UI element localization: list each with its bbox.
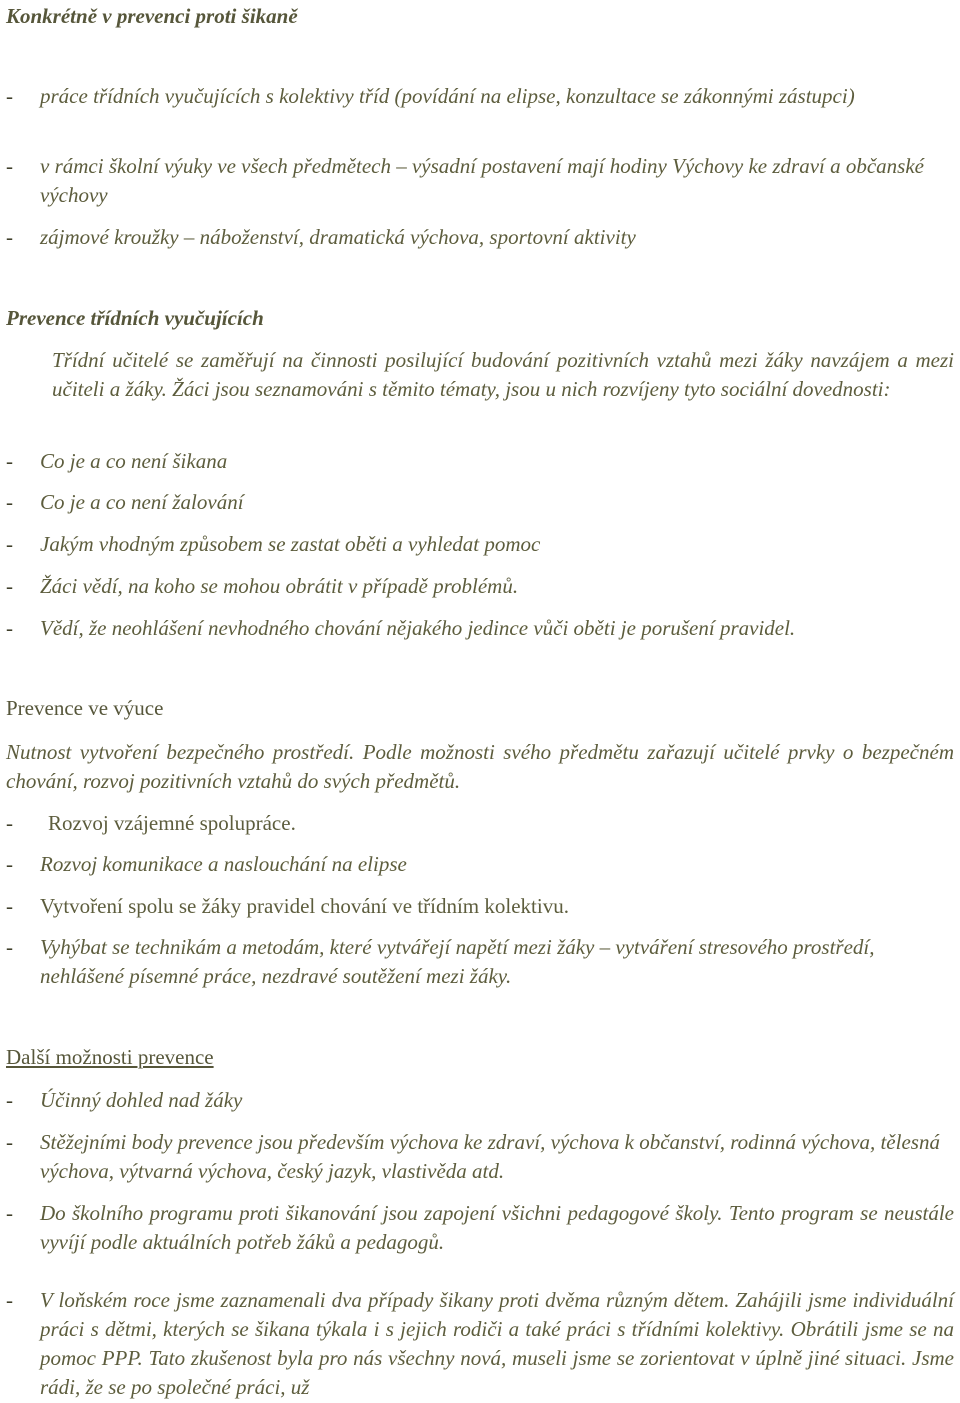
bullet-dash: - [6, 84, 13, 108]
list-item-text: Vědí, že neohlášení nevhodného chování nějakého jedince vůči oběti je porušení pravidel. [40, 616, 796, 640]
bullet-dash: - [6, 616, 13, 640]
list-item [6, 572, 954, 601]
list-item [6, 152, 954, 210]
list-item [6, 223, 954, 252]
list-item [6, 1286, 954, 1402]
list-item [6, 82, 954, 111]
list-item [6, 447, 954, 476]
list-item-text: v rámci školní výuky ve všech předmětech – výsadní postavení mají hodiny Výchovy ke zdraví a občanské výchovy [40, 154, 924, 207]
list-item-text: Vytvoření spolu se žáky pravidel chování ve třídním kolektivu. [40, 894, 569, 918]
bullet-dash: - [6, 811, 13, 835]
bullet-dash: - [6, 1201, 13, 1225]
bullet-dash: - [6, 894, 13, 918]
list-item [6, 933, 954, 991]
bullet-dash: - [6, 490, 13, 514]
list-item-text: Co je a co není žalování [40, 490, 244, 514]
list-item-text: V loňském roce jsme zaznamenali dva případy šikany proti dvěma různým dětem. Zahájili jsme individuální práci s dětmi, kterých se šikana týkala i s jejich rodiči a také práci s třídními kolektivy. Obrátili jsme se na pomoc PPP. Tato zkušenost byla pro nás všechny nová, museli jsme se zorientovat v úplně jiné situaci. Jsme rádi, že se po společné práci, už [40, 1288, 954, 1399]
heading-other-prevention: Další možnosti prevence [6, 1045, 214, 1069]
list-item [6, 488, 954, 517]
bullet-dash: - [6, 449, 13, 473]
list-item-text: Do školního programu proti šikanování jsou zapojení všichni pedagogové školy. Tento program se neustále vyvíjí podle aktuálních potřeb žáků a pedagogů. [40, 1201, 954, 1254]
list-item [6, 530, 954, 559]
list-item-text: Jakým vhodným způsobem se zastat oběti a vyhledat pomoc [40, 532, 541, 556]
bullet-dash: - [6, 532, 13, 556]
list-item [6, 614, 954, 643]
list-item-text: Stěžejními body prevence jsou především výchova ke zdraví, výchova k občanství, rodinná výchova, tělesná výchova, výtvarná výchova, český jazyk, vlastivěda atd. [40, 1130, 940, 1183]
bullet-dash: - [6, 154, 13, 178]
bullet-dash: - [6, 852, 13, 876]
list-item [6, 850, 954, 879]
list-item-text: Vyhýbat se technikám a metodám, které vytvářejí napětí mezi žáky – vytváření stresového prostředí, nehlášené písemné práce, nezdravé soutěžení mezi žáky. [40, 935, 875, 988]
bullet-dash: - [6, 935, 13, 959]
heading-class-teachers: Prevence třídních vyučujících [6, 306, 264, 330]
list-item-text: Účinný dohled nad žáky [40, 1088, 243, 1112]
heading-prevention-bullying: Konkrétně v prevenci proti šikaně [6, 4, 298, 28]
bullet-dash: - [6, 1130, 13, 1154]
bullet-dash: - [6, 225, 13, 249]
list-item-text: Rozvoj komunikace a naslouchání na elipse [40, 852, 407, 876]
list-item-text: Žáci vědí, na koho se mohou obrátit v případě problémů. [40, 574, 519, 598]
list-item-text: zájmové kroužky – náboženství, dramatická výchova, sportovní aktivity [40, 225, 636, 249]
list-item [6, 1199, 954, 1257]
list-item [6, 1128, 954, 1186]
list-item [6, 1086, 954, 1115]
paragraph-class-teachers: Třídní učitelé se zaměřují na činnosti posilující budování pozitivních vztahů mezi žáky navzájem a mezi učiteli a žáky. Žáci jsou seznamováni s těmito tématy, jsou u nich rozvíjeny tyto sociální dovednosti: [52, 348, 954, 401]
bullet-dash: - [6, 1288, 13, 1312]
list-item-text: Co je a co není šikana [40, 449, 228, 473]
heading-teaching-prevention: Prevence ve výuce [6, 696, 164, 720]
list-item-text: Rozvoj vzájemné spolupráce. [48, 811, 296, 835]
list-item [6, 809, 954, 838]
bullet-dash: - [6, 1088, 13, 1112]
list-item-text: práce třídních vyučujících s kolektivy tříd (povídání na elipse, konzultace se zákonnými zástupci) [40, 84, 855, 108]
bullet-dash: - [6, 574, 13, 598]
paragraph-teaching-prevention: Nutnost vytvoření bezpečného prostředí. Podle možnosti svého předmětu zařazují učitelé prvky o bezpečném chování, rozvoj pozitivních vztahů do svých předmětů. [6, 740, 954, 793]
list-item [6, 892, 954, 921]
